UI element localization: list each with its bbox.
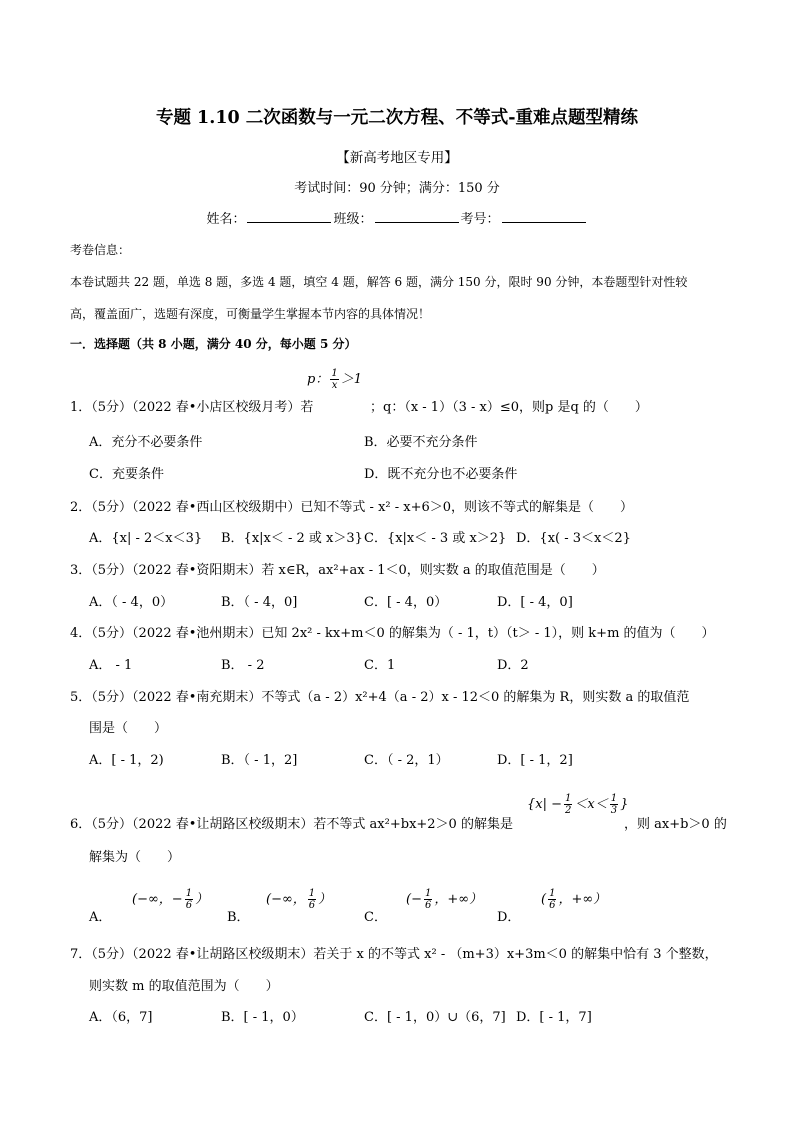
q7-option-a[interactable]: A．（6，7] (89, 1010, 153, 1025)
question-6-set-formula: {x| − $\frac{1}{2}$ ＜x＜ $\frac{1}{3}$ } (527, 793, 629, 816)
question-7: 7．（5分）（2022 春•让胡路区校级期末）若关于 x 的不等式 x² - （m+3）x+3m＜0 的解集中恰有 3 个整数， (70, 947, 718, 962)
question-2: 2．（5分）（2022 春•西山区校级期中）已知不等式 - x² - x+6＞0，则该不等式的解集是（ ） (70, 500, 634, 515)
q4-option-b[interactable]: B． - 2 (221, 658, 265, 673)
q5-option-c[interactable]: C．（ - 2，1） (364, 753, 449, 768)
question-4: 4．（5分）（2022 春•池州期末）已知 2x² - kx+m＜0 的解集为（ - 1，t）（t＞ - 1），则 k+m 的值为（ ） (70, 626, 715, 641)
q7-option-d[interactable]: D．[ - 1，7] (516, 1010, 592, 1025)
page-title: 专题 1.10 二次函数与一元二次方程、不等式-重难点题型精练 (155, 108, 639, 128)
q6-option-d-formula: ( $\frac{1}{6}$ ，+∞） (541, 888, 607, 911)
q1-option-b[interactable]: B．必要不充分条件 (364, 435, 478, 450)
q6-option-a[interactable]: A． (89, 910, 112, 925)
q2-option-a[interactable]: A．{x| - 2＜x＜3} (89, 531, 203, 546)
number-field[interactable] (502, 210, 586, 223)
q6-option-c-formula: (− $\frac{1}{6}$ ，+∞） (406, 888, 483, 911)
q2-option-d[interactable]: D．{x( - 3＜x＜2} (516, 531, 631, 546)
question-3: 3．（5分）（2022 春•资阳期末）若 x∈R，ax²+ax - 1＜0，则实数 a 的取值范围是（ ） (70, 563, 605, 578)
q3-option-b[interactable]: B．（ - 4，0] (221, 595, 298, 610)
page-subtitle: 【新高考地区专用】 (336, 150, 458, 166)
q6-option-b-formula: (−∞， $\frac{1}{6}$ ） (266, 888, 332, 911)
q6-option-a-formula: (−∞，− $\frac{1}{6}$ ） (132, 888, 209, 911)
q2-option-c[interactable]: C．{x|x＜ - 3 或 x＞2} (364, 531, 507, 546)
q6-option-b[interactable]: B． (227, 910, 250, 925)
name-field[interactable] (247, 210, 331, 223)
question-1-suffix: ；q：（x - 1）（3 - x）≤0，则p 是q 的（ ） (370, 400, 648, 415)
question-7-line2: 则实数 m 的取值范围为（ ） (89, 979, 279, 994)
q1-option-c[interactable]: C．充要条件 (89, 467, 164, 482)
paper-info-heading: 考卷信息： (70, 243, 131, 257)
q5-option-d[interactable]: D．[ - 1，2] (497, 753, 573, 768)
question-1 (70, 396, 313, 415)
q4-option-a[interactable]: A． - 1 (89, 658, 133, 673)
q1-option-d[interactable]: D．既不充分也不必要条件 (364, 467, 518, 482)
class-field[interactable] (375, 210, 459, 223)
q1-option-a[interactable]: A．充分不必要条件 (89, 435, 203, 450)
student-fields (0, 208, 794, 227)
question-1-formula: p： $\frac{1}{x}$ ＞1 (307, 368, 362, 391)
name-label: 姓名： (206, 212, 246, 227)
class-label: 班级： (333, 212, 373, 227)
question-6-end: ，则 ax+b＞0 的 (624, 817, 727, 832)
question-5-line2: 围是（ ） (89, 721, 168, 736)
q6-option-c[interactable]: C． (364, 910, 387, 925)
q4-option-d[interactable]: D．2 (497, 658, 529, 673)
q3-option-a[interactable]: A．（ - 4，0） (89, 595, 174, 610)
q6-option-d[interactable]: D． (497, 910, 521, 925)
q3-option-c[interactable]: C．[ - 4，0） (364, 595, 448, 610)
q5-option-a[interactable]: A．[ - 1，2) (89, 753, 164, 768)
number-label: 考号： (460, 212, 500, 227)
q3-option-d[interactable]: D．[ - 4，0] (497, 595, 573, 610)
paper-info-line2: 高，覆盖面广，选题有深度，可衡量学生掌握本节内容的具体情况！ (70, 307, 431, 321)
q7-option-b[interactable]: B．[ - 1，0） (221, 1010, 304, 1025)
question-1-prefix: 1．（5分）（2022 春•小店区校级月考）若 (70, 400, 314, 415)
paper-info-line1: 本卷试题共 22 题，单选 8 题，多选 4 题，填空 4 题，解答 6 题，满分 150 分，限时 90 分钟，本卷题型针对性较 (70, 275, 688, 289)
question-5: 5．（5分）（2022 春•南充期末）不等式（a - 2）x²+4（a - 2）x - 12＜0 的解集为 R，则实数 a 的取值范 (70, 690, 690, 705)
q2-option-b[interactable]: B．{x|x＜ - 2 或 x＞3} (221, 531, 363, 546)
question-6: 6．（5分）（2022 春•让胡路区校级期末）若不等式 ax²+bx+2＞0 的解集是 (70, 817, 513, 832)
exam-info: 考试时间：90 分钟；满分：150 分 (294, 181, 500, 196)
q7-option-c[interactable]: C．[ - 1，0）∪（6，7] (364, 1010, 506, 1025)
q5-option-b[interactable]: B．（ - 1，2] (221, 753, 298, 768)
question-6-line2: 解集为（ ） (89, 850, 181, 865)
q4-option-c[interactable]: C．1 (364, 658, 396, 673)
section-heading: 一．选择题（共 8 小题，满分 40 分，每小题 5 分） (70, 337, 357, 351)
